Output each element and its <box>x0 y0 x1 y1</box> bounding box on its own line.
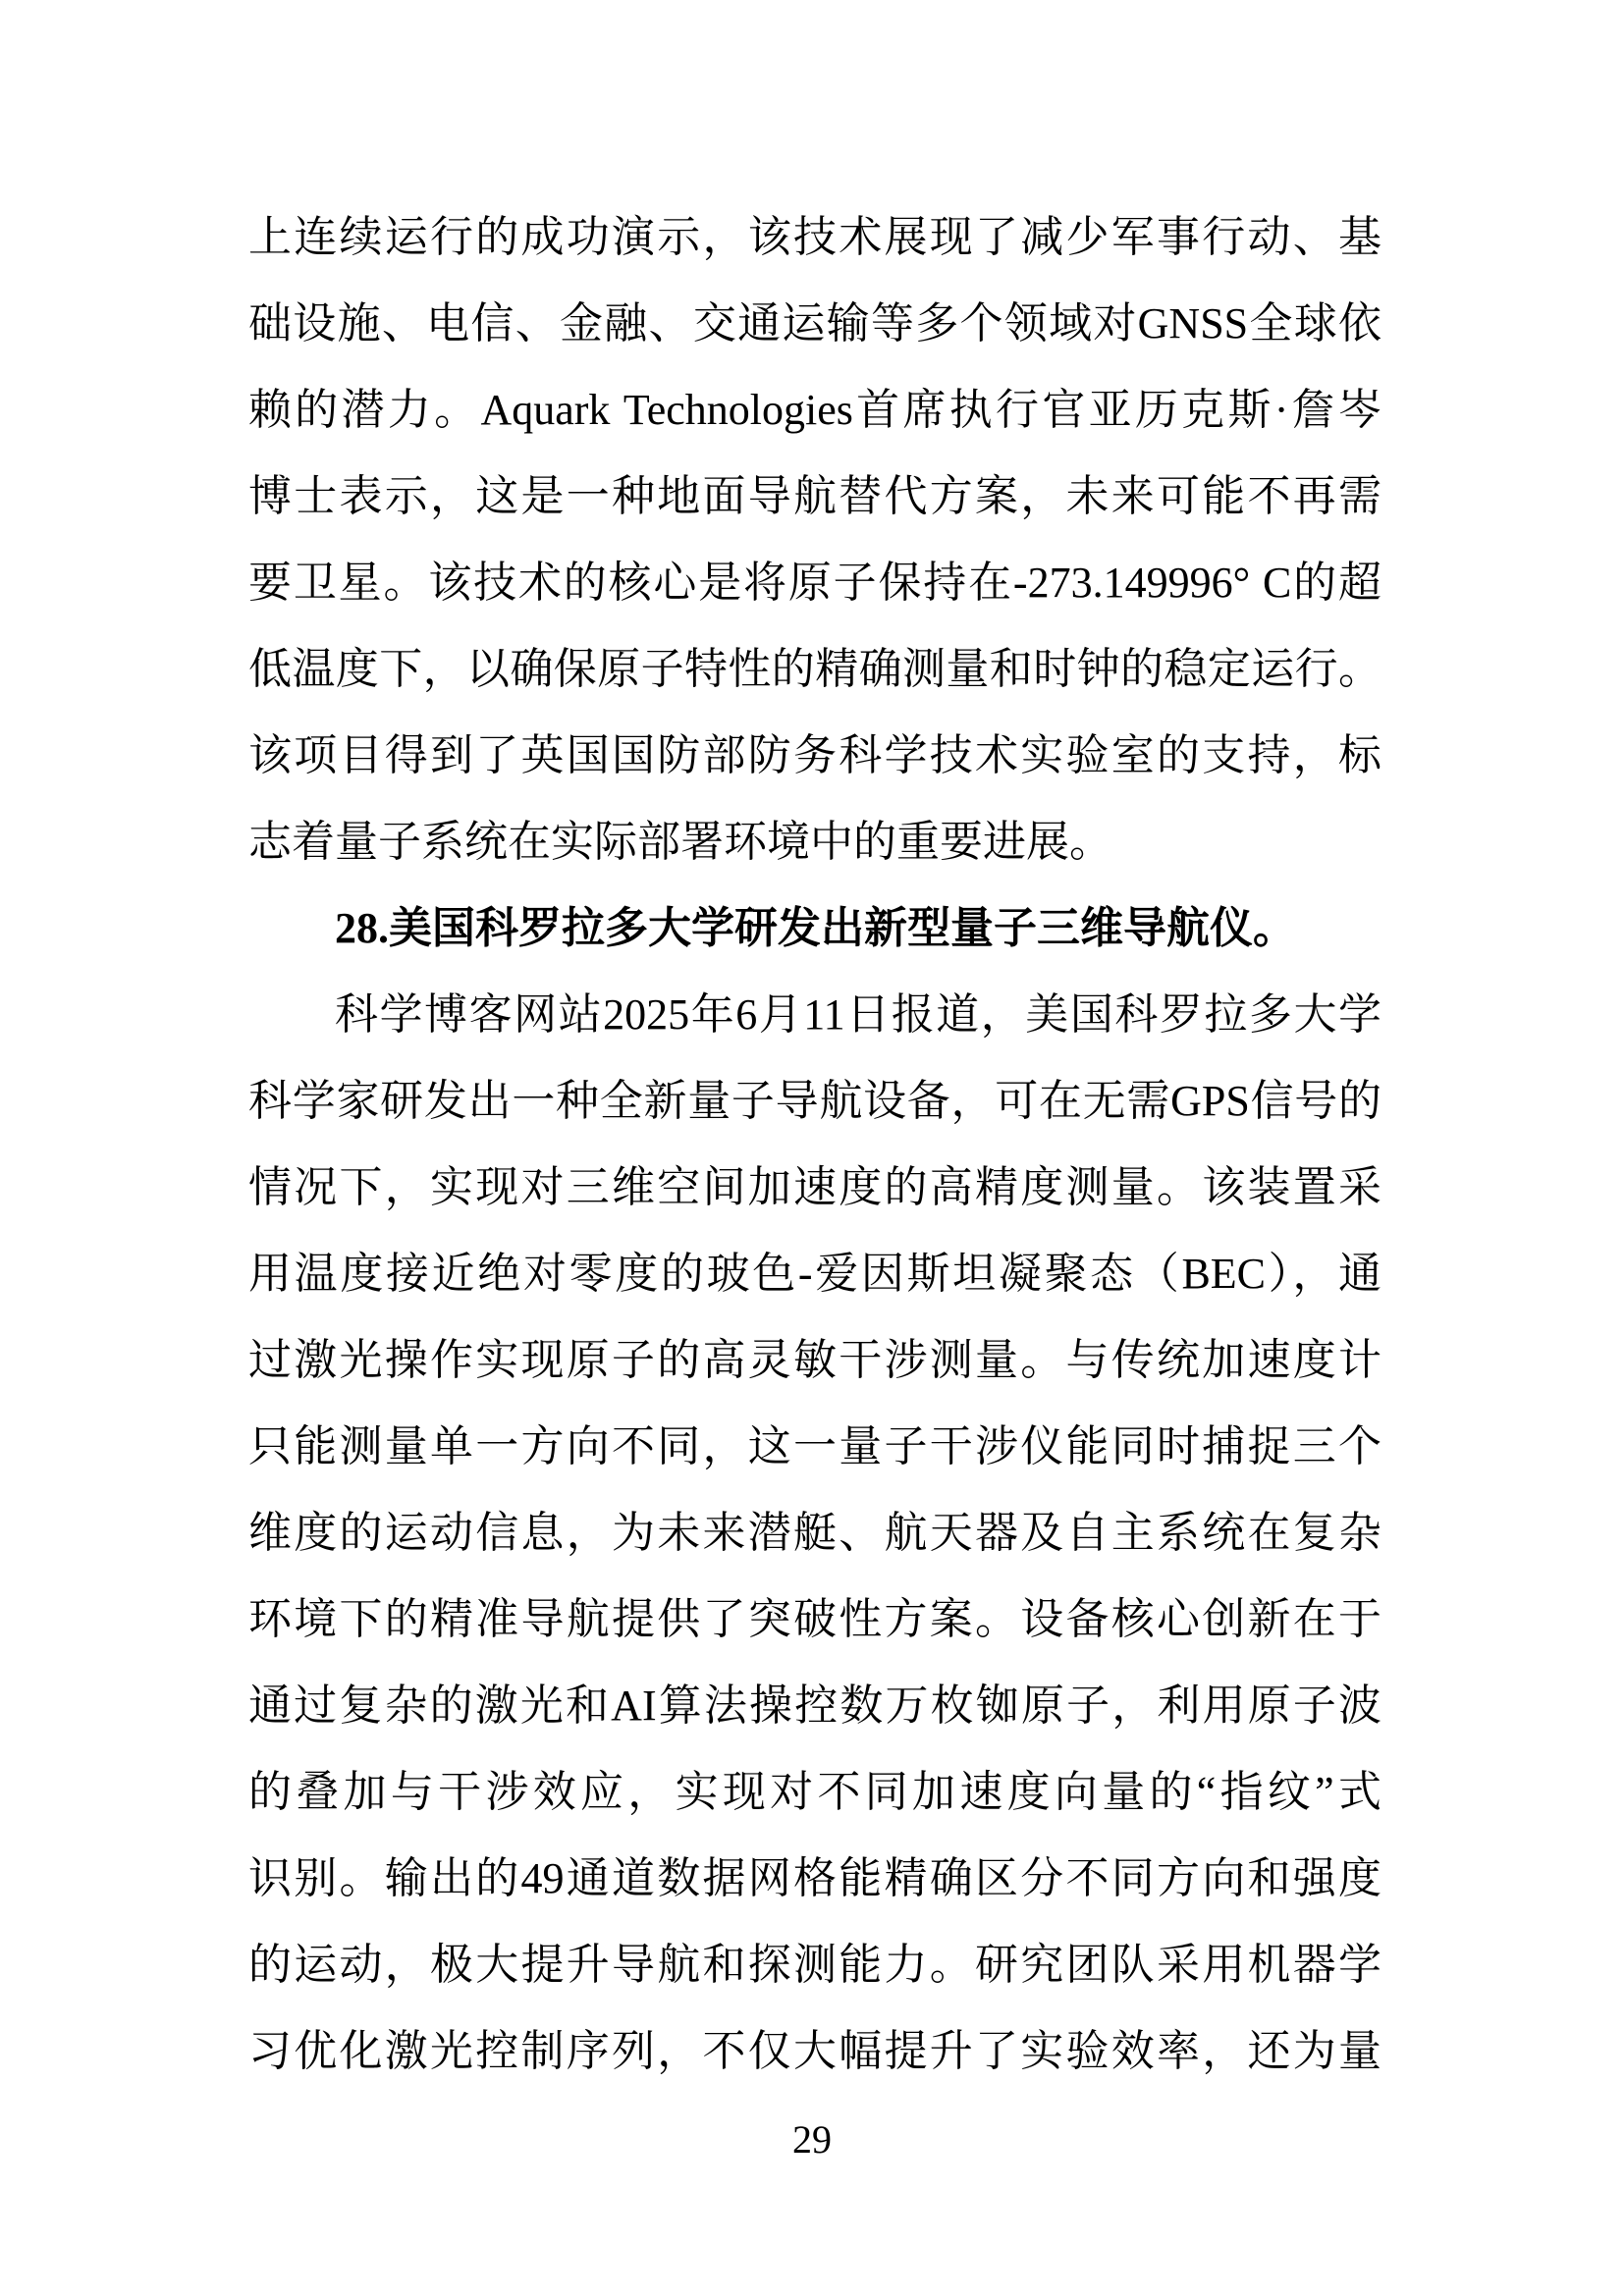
text-line: 用温度接近绝对零度的玻色-爱因斯坦凝聚态（BEC），通 <box>248 1250 1381 1298</box>
text-line: 上连续运行的成功演示，该技术展现了减少军事行动、基 <box>248 213 1381 261</box>
section-heading: 28.美国科罗拉多大学研发出新型量子三维导航仪。 <box>335 904 1296 952</box>
text-line: 该项目得到了英国国防部防务科学技术实验室的支持，标 <box>248 731 1381 779</box>
text-line: 过激光操作实现原子的高灵敏干涉测量。与传统加速度计 <box>248 1336 1381 1384</box>
text-line: 博士表示，这是一种地面导航替代方案，未来可能不再需 <box>248 472 1381 520</box>
text-line: 情况下，实现对三维空间加速度的高精度测量。该装置采 <box>248 1163 1381 1211</box>
text-line: 识别。输出的49通道数据网格能精确区分不同方向和强度 <box>248 1854 1381 1902</box>
page-number: 29 <box>792 2117 832 2162</box>
text-line: 志着量子系统在实际部署环境中的重要进展。 <box>248 818 1112 866</box>
text-line: 础设施、电信、金融、交通运输等多个领域对GNSS全球依 <box>248 299 1381 347</box>
text-line: 的运动，极大提升导航和探测能力。研究团队采用机器学 <box>248 1941 1381 1989</box>
text-line: 习优化激光控制序列，不仅大幅提升了实验效率，还为量 <box>248 2027 1381 2075</box>
text-line: 赖的潜力。Aquark Technologies首席执行官亚历克斯·詹岑 <box>248 386 1381 434</box>
text-line: 科学家研发出一种全新量子导航设备，可在无需GPS信号的 <box>248 1077 1381 1125</box>
text-line: 只能测量单一方向不同，这一量子干涉仪能同时捕捉三个 <box>248 1422 1381 1470</box>
text-line: 要卫星。该技术的核心是将原子保持在-273.149996° C的超 <box>248 559 1381 607</box>
text-line: 环境下的精准导航提供了突破性方案。设备核心创新在于 <box>248 1595 1381 1643</box>
text-line: 科学博客网站2025年6月11日报道，美国科罗拉多大学 <box>335 990 1381 1039</box>
text-line: 的叠加与干涉效应，实现对不同加速度向量的“指纹”式 <box>248 1768 1381 1816</box>
text-line: 通过复杂的激光和AI算法操控数万枚铷原子，利用原子波 <box>248 1682 1381 1730</box>
text-block <box>248 194 1381 2095</box>
text-line: 维度的运动信息，为未来潜艇、航天器及自主系统在复杂 <box>248 1509 1381 1557</box>
text-line: 低温度下，以确保原子特性的精确测量和时钟的稳定运行。 <box>248 645 1381 693</box>
